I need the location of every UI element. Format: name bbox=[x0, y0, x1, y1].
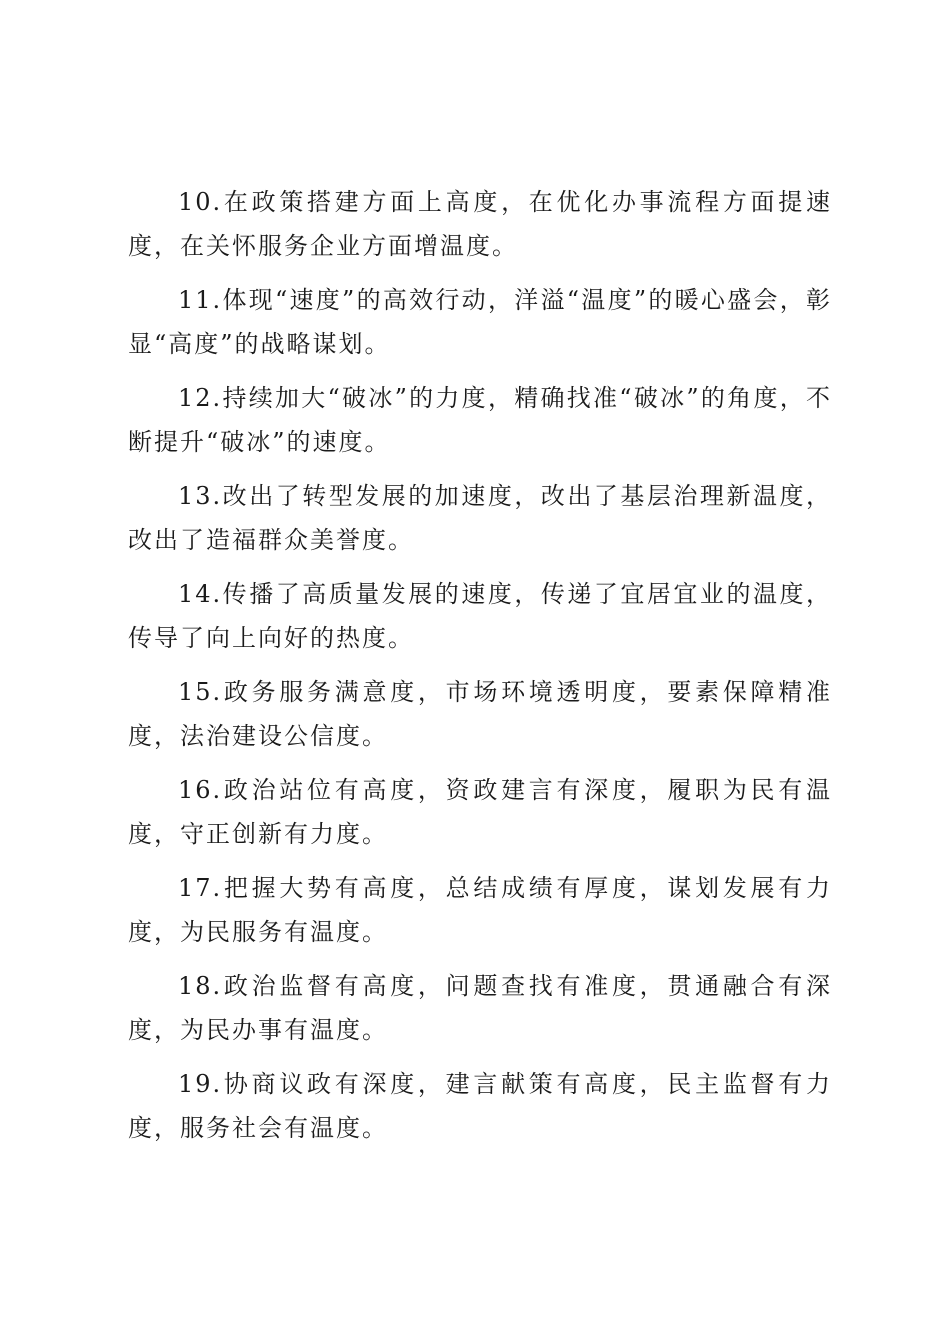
list-item-11: 11.体现“速度”的高效行动，洋溢“温度”的暖心盛会，彰显“高度”的战略谋划。 bbox=[128, 286, 832, 358]
list-item-19: 19.协商议政有深度，建言献策有高度，民主监督有力度，服务社会有温度。 bbox=[128, 1070, 832, 1142]
document-body bbox=[128, 180, 832, 1160]
list-item-13: 13.改出了转型发展的加速度，改出了基层治理新温度，改出了造福群众美誉度。 bbox=[128, 482, 832, 554]
list-item-16: 16.政治站位有高度，资政建言有深度，履职为民有温度，守正创新有力度。 bbox=[128, 776, 832, 848]
list-item-10: 10.在政策搭建方面上高度，在优化办事流程方面提速度，在关怀服务企业方面增温度。 bbox=[128, 188, 832, 260]
list-item-15: 15.政务服务满意度，市场环境透明度，要素保障精准度，法治建设公信度。 bbox=[128, 678, 832, 750]
list-item-14: 14.传播了高质量发展的速度，传递了宜居宜业的温度，传导了向上向好的热度。 bbox=[128, 580, 832, 652]
list-item-18: 18.政治监督有高度，问题查找有准度，贯通融合有深度，为民办事有温度。 bbox=[128, 972, 832, 1044]
list-item-12: 12.持续加大“破冰”的力度，精确找准“破冰”的角度，不断提升“破冰”的速度。 bbox=[128, 384, 832, 456]
list-item-17: 17.把握大势有高度，总结成绩有厚度，谋划发展有力度，为民服务有温度。 bbox=[128, 874, 832, 946]
